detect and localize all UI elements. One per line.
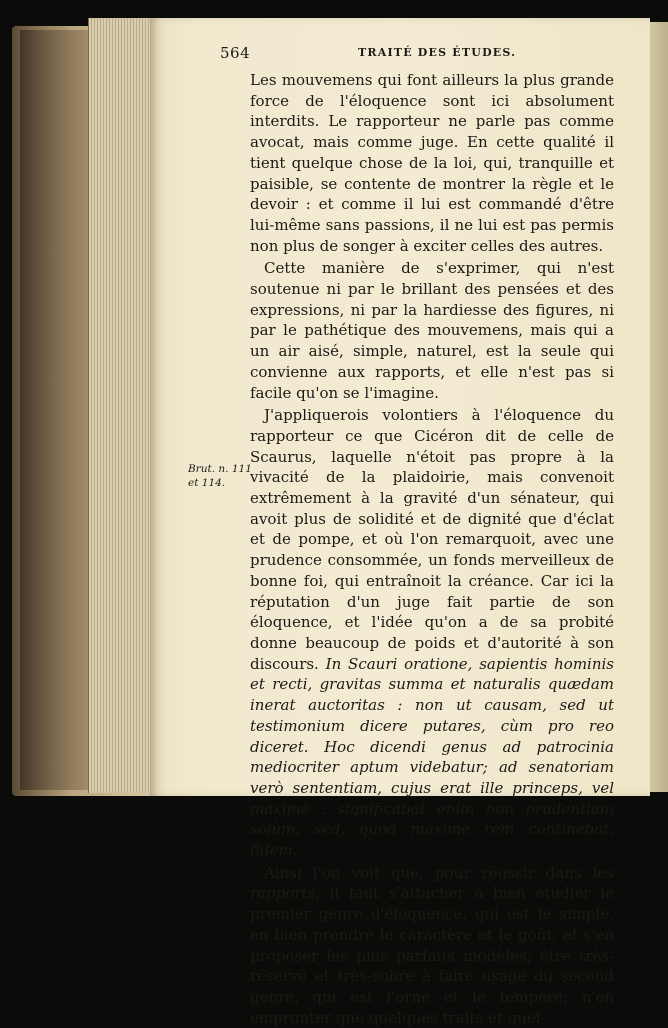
latin-quotation: In Scauri oratione, sapientis hominis et recti, gravitas summa et naturalis quædam inerat auctoritas : non ut causam, sed ut testimonium dicere putares, cùm pro reo diceret. Hoc dicendi genus ad patrocinia mediocriter aptum videbatur; ad senatoriam verò sententiam, cujus erat ille princeps, vel maximè : significabat enim non prudentiam solùm, sed, quod maximè rem continebat, fidem. [250, 654, 614, 860]
paragraph-3 [250, 405, 614, 860]
margin-note-line-2: et 114. [188, 477, 226, 489]
margin-note [188, 462, 258, 490]
running-title: TRAITÉ DES ÉTUDES. [358, 46, 517, 59]
cover-edge [20, 30, 90, 790]
running-head [150, 44, 650, 64]
page-number: 564 [220, 44, 251, 62]
paragraph-4-end: , il faut s'attacher à bien étudier le premier genre d'éloquence, qui est le simple, en bien prendre le caractère et le goût, et s'en proposer les plus parfaits modèles; être très-réservé et très-sobre à faire usage du second genre, qui est l'orné et le tempéré; n'en emprunter que quelques traits et quel- [250, 884, 614, 1027]
paragraph-4-start: Ainsi l'on voit que, pour réussir dans les [264, 863, 614, 882]
paragraph-1: Les mouvemens qui font ailleurs la plus grande force de l'éloquence sont ici absolument interdits. Le rapporteur ne parle pas comme avocat, mais comme juge. En cette qualité il tient quelque chose de la loi, qui, tranquille et paisible, se contente de montrer la règle et le devoir : et comme il lui est commandé d'être lui-même sans passions, il ne lui est pas permis non plus de songer à exciter celles des autres. [250, 71, 614, 255]
body-text [250, 70, 614, 1028]
paragraph-4 [250, 863, 614, 1028]
paragraph-3-french: J'appliquerois volontiers à l'éloquence du rapporteur ce que Cicéron dit de celle de Scaurus, laquelle n'étoit pas propre à la vivacité de la plaidoirie, mais convenoit extrêmement à la gravité d'un sénateur, qui avoit plus de solidité et de dignité que d'éclat et de pompe, et où l'on remarquoit, avec une prudence consommée, un fonds merveilleux de bonne foi, qui entraînoit la créance. Car ici la réputation d'un juge fait partie de son éloquence, et l'idée qu'on a de sa probité donne beaucoup de poids et d'autorité à son discours. [250, 406, 614, 673]
book-page [150, 18, 650, 1027]
margin-note-line-1: Brut. n. 111 [188, 463, 252, 475]
paragraph-4-emphasis: rapports [250, 884, 316, 903]
page-edges [88, 18, 159, 793]
paragraph-2: Cette manière de s'exprimer, qui n'est soutenue ni par le brillant des pensées et des expressions, ni par la hardiesse des figures, ni par le pathétique des mouvemens, mais qui a un air aisé, simple, naturel, est la seule qui convienne aux rapports, et elle n'est pas si facile qu'on se l'imagine. [250, 259, 614, 402]
